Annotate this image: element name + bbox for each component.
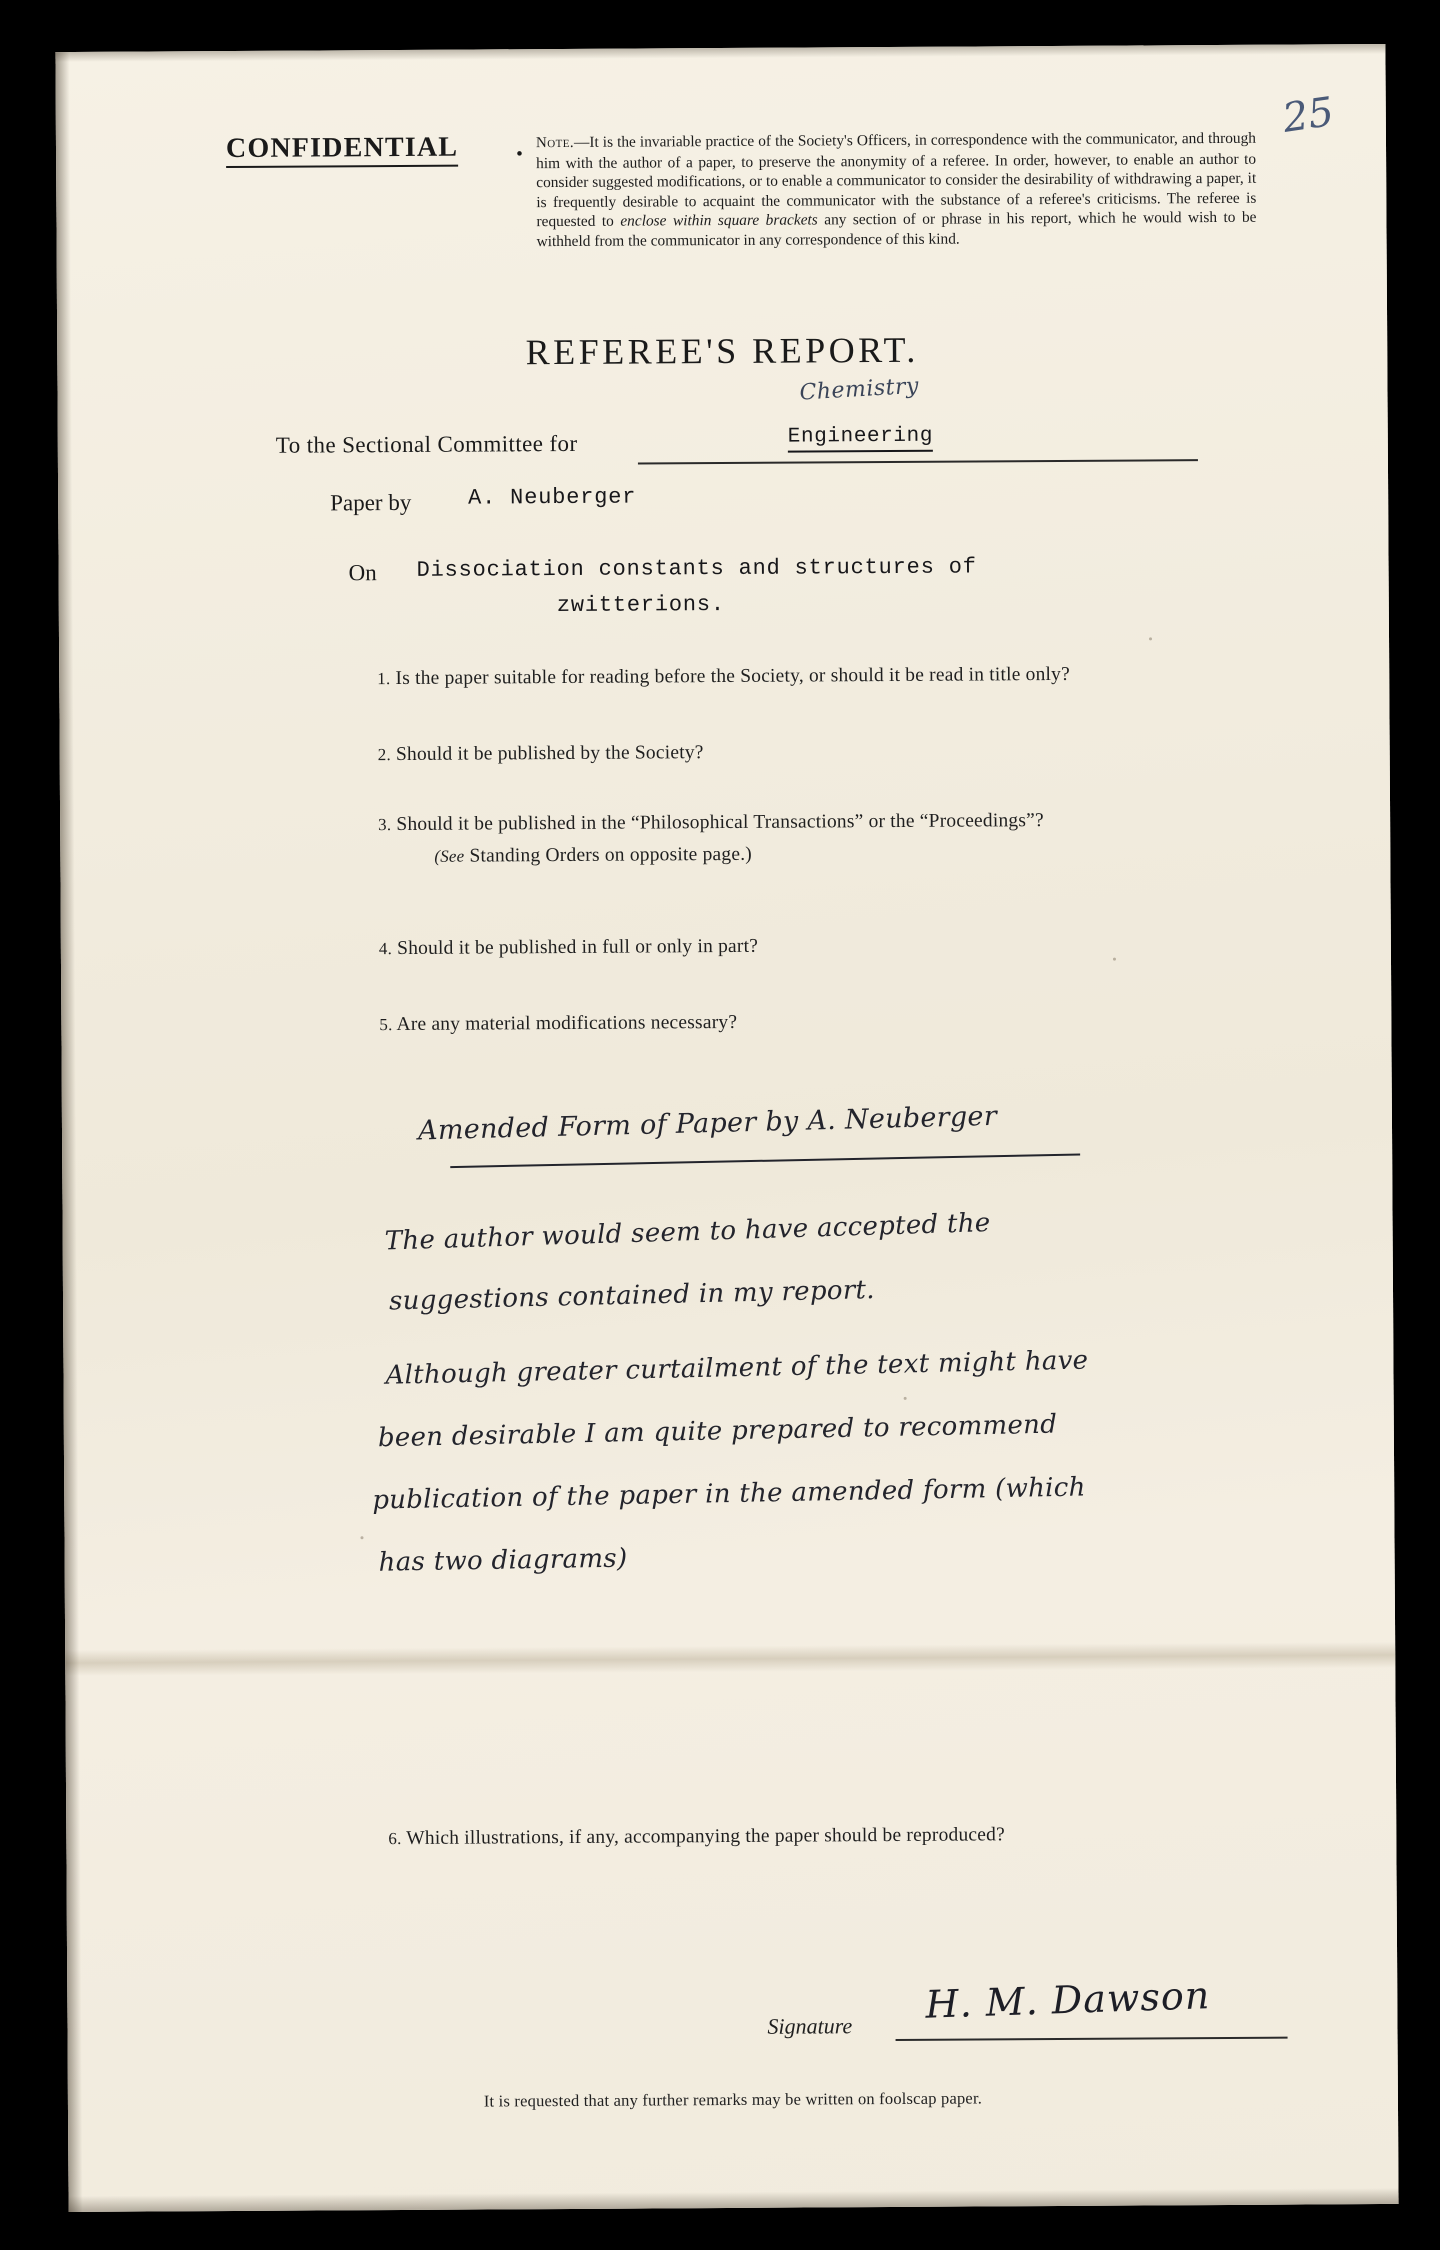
question-3-subnote <box>378 841 1278 868</box>
question-2-number: 2. <box>377 745 391 765</box>
signature-value: H. M. Dawson <box>924 1973 1211 2027</box>
page-number-annotation: 25 <box>1279 88 1337 142</box>
paper-title-line1: Dissociation constants and structures of <box>416 554 977 583</box>
handwritten-line-1: The author would seem to have accepted the <box>384 1208 991 1257</box>
question-3-text: Should it be published in the “Philosophical Transactions” or the “Proceedings”? <box>396 810 1044 836</box>
page-title: REFEREE'S REPORT. <box>525 329 919 373</box>
paper-by-label: Paper by <box>330 489 412 516</box>
handwritten-line-4: been desirable I am quite prepared to recommend <box>377 1409 1058 1454</box>
document-sheet <box>55 44 1398 2212</box>
question-3 <box>378 809 1278 868</box>
footnote <box>68 2086 1398 2114</box>
question-1-number: 1. <box>377 669 391 689</box>
handwritten-line-6: has two diagrams) <box>378 1543 628 1578</box>
note-emphasis: enclose within square brackets <box>620 211 818 230</box>
handwritten-answer-heading: Amended Form of Paper by A. Neuberger <box>417 1100 998 1147</box>
note-text-part1: —It is the invariable practice of the Society's Officers, in correspondence with the communicator, and through him with the author of a paper, to preserve the anonymity of a referee. In order, however, to enable an author to consider suggested modifications, or to enable a communicator to consider the desirability of withdrawing a paper, it is frequently desirable to acquaint the communicator with the substance of a referee's criticisms. The referee is requested to <box>536 129 1257 231</box>
handwritten-line-5: publication of the paper in the amended form (which <box>372 1472 1086 1516</box>
footnote-prefix: It is requested that any further <box>483 2090 694 2111</box>
signature-label: Signature <box>767 2013 853 2039</box>
handwritten-line-3: Although greater curtailment of the text might have <box>385 1345 1089 1391</box>
committee-handwritten-correction: Chemistry <box>798 373 920 406</box>
footnote-emphasis: remarks <box>692 2089 748 2110</box>
handwritten-answer-body <box>362 1195 1264 1590</box>
paper-title-line2: zwitterions. <box>556 592 725 619</box>
question-3-subnote-italic: (See <box>434 846 465 866</box>
question-1 <box>377 663 1277 690</box>
committee-typed-value: Engineering <box>788 425 933 453</box>
question-5 <box>379 1009 1279 1036</box>
question-6 <box>388 1823 1288 1850</box>
question-6-number: 6. <box>388 1829 402 1849</box>
paper-by-value: A. Neuberger <box>468 484 637 511</box>
note-text-part2: any section of or phrase in his report, which he would wish to be withheld from the communicator in any correspondence of this kind. <box>536 208 1257 250</box>
question-4-number: 4. <box>378 939 393 959</box>
confidential-heading-period: . <box>515 131 524 163</box>
question-5-number: 5. <box>379 1015 393 1035</box>
question-4 <box>379 933 1279 960</box>
question-5-text: Are any material modifications necessary? <box>396 1011 738 1036</box>
question-4-text: Should it be published in full or only in part? <box>397 935 759 960</box>
note-paragraph <box>536 129 1257 251</box>
question-2-text: Should it be published by the Society? <box>395 742 704 766</box>
question-2 <box>378 739 1278 766</box>
committee-underline <box>638 459 1198 464</box>
handwritten-line-2: suggestions contained in my report. <box>388 1275 876 1317</box>
handwritten-heading-underline <box>450 1153 1080 1168</box>
question-1-text: Is the paper suitable for reading before the Society, or should it be read in title only? <box>395 663 1070 690</box>
confidential-heading: CONFIDENTIAL <box>226 132 458 168</box>
question-3-subnote-text: Standing Orders on opposite page.) <box>464 843 753 867</box>
paper-title-value <box>416 548 1136 624</box>
question-3-number: 3. <box>378 815 392 835</box>
on-label: On <box>348 560 377 586</box>
footnote-suffix: may be written on foolscap paper. <box>747 2088 983 2109</box>
committee-label: To the Sectional Committee for <box>275 430 578 458</box>
note-label: Note. <box>535 134 574 152</box>
question-6-text: Which illustrations, if any, accompanying the paper should be reproduced? <box>406 1824 1005 1849</box>
signature-underline <box>896 2037 1288 2041</box>
